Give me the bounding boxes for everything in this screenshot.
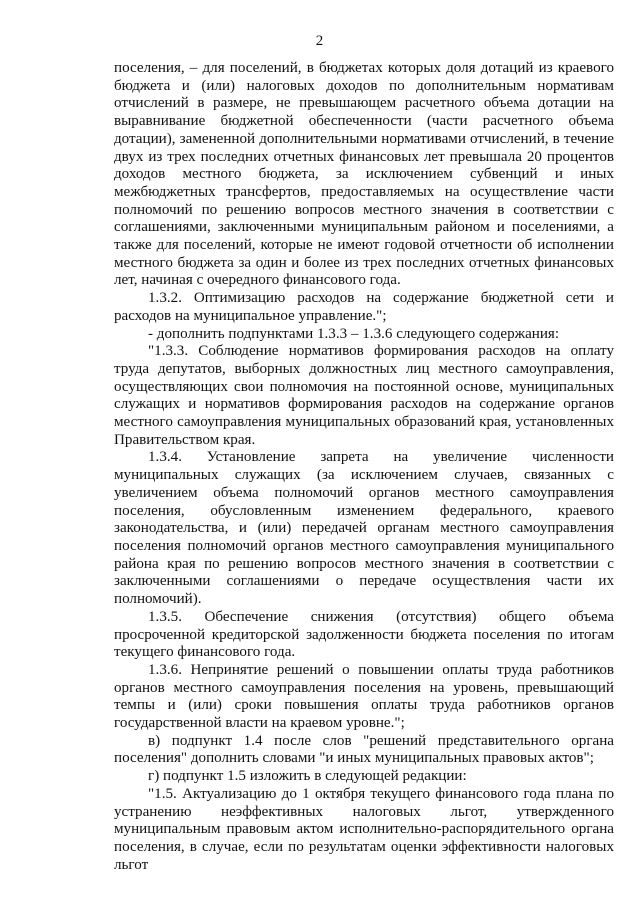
paragraph-1-3-2: 1.3.2. Оптимизацию расходов на содержание бюджетной сети и расходов на муниципальное управление."; bbox=[114, 290, 614, 324]
paragraph-1-5: "1.5. Актуализацию до 1 октября текущего финансового года плана по устранению неэффективных налоговых льгот, утвержденного муниципальным правовым актом исполнительно-распорядительного органа поселения, в случае, если по результатам оценки эффективности налоговых льгот bbox=[114, 785, 614, 873]
paragraph-1-3-4: 1.3.4. Установление запрета на увеличение численности муниципальных служащих (за исключением случаев, связанных с увеличением объема полномочий органов местного самоуправления поселения, обусловленным изменением федерального, краевого законодательства, и (или) передачей органам местного самоуправления поселения полномочий органов местного самоуправления муниципального района края по решению вопросов местного значения в соответствии с заключенными соглашениями о передаче осуществления части их полномочий). bbox=[114, 449, 614, 608]
paragraph-continuation: поселения, – для поселений, в бюджетах которых доля дотаций из краевого бюджета и (или) налоговых доходов по дополнительным нормативам отчислений в размере, не превышающем расчетного объема дотации на выравнивание бюджетной обеспеченности (части расчетного объема дотации), замененной дополнительными нормативами отчислений, в течение двух из трех последних отчетных финансовых лет превышала 20 процентов доходов местного бюджета, за исключением субвенций и иных межбюджетных трансфертов, предоставляемых на осуществление части полномочий по решению вопросов местного значения в соответствии с соглашениями, заключенными муниципальным районом и поселениями, а также для поселений, которые не имеют годовой отчетности об исполнении местного бюджета за один и более из трех последних отчетных финансовых лет, начиная с очередного финансового года. bbox=[114, 60, 614, 289]
paragraph-1-3-5: 1.3.5. Обеспечение снижения (отсутствия) общего объема просроченной кредиторской задолженности бюджета поселения по итогам текущего финансового года. bbox=[114, 608, 614, 661]
document-body bbox=[114, 60, 614, 874]
paragraph-item-g: г) подпункт 1.5 изложить в следующей редакции: bbox=[148, 768, 467, 785]
paragraph-1-3-3: "1.3.3. Соблюдение нормативов формирования расходов на оплату труда депутатов, выборных должностных лиц местного самоуправления, осуществляющих свои полномочия на постоянной основе, муниципальных служащих и нормативов формирования расходов на содержание органов местного самоуправления муниципальных образований края, установленных Правительством края. bbox=[114, 343, 614, 448]
paragraph-add-subclauses: - дополнить подпунктами 1.3.3 – 1.3.6 следующего содержания: bbox=[148, 325, 560, 342]
paragraph-item-v: в) подпункт 1.4 после слов "решений представительного органа поселения" дополнить словами "и иных муниципальных правовых актов"; bbox=[114, 732, 614, 767]
page-number: 2 bbox=[315, 33, 324, 49]
paragraph-1-3-6: 1.3.6. Непринятие решений о повышении оплаты труда работников органов местного самоуправления поселения на уровень, превышающий темпы и (или) сроки повышения оплаты труда работников органов государственной власти на краевом уровне."; bbox=[114, 661, 614, 732]
